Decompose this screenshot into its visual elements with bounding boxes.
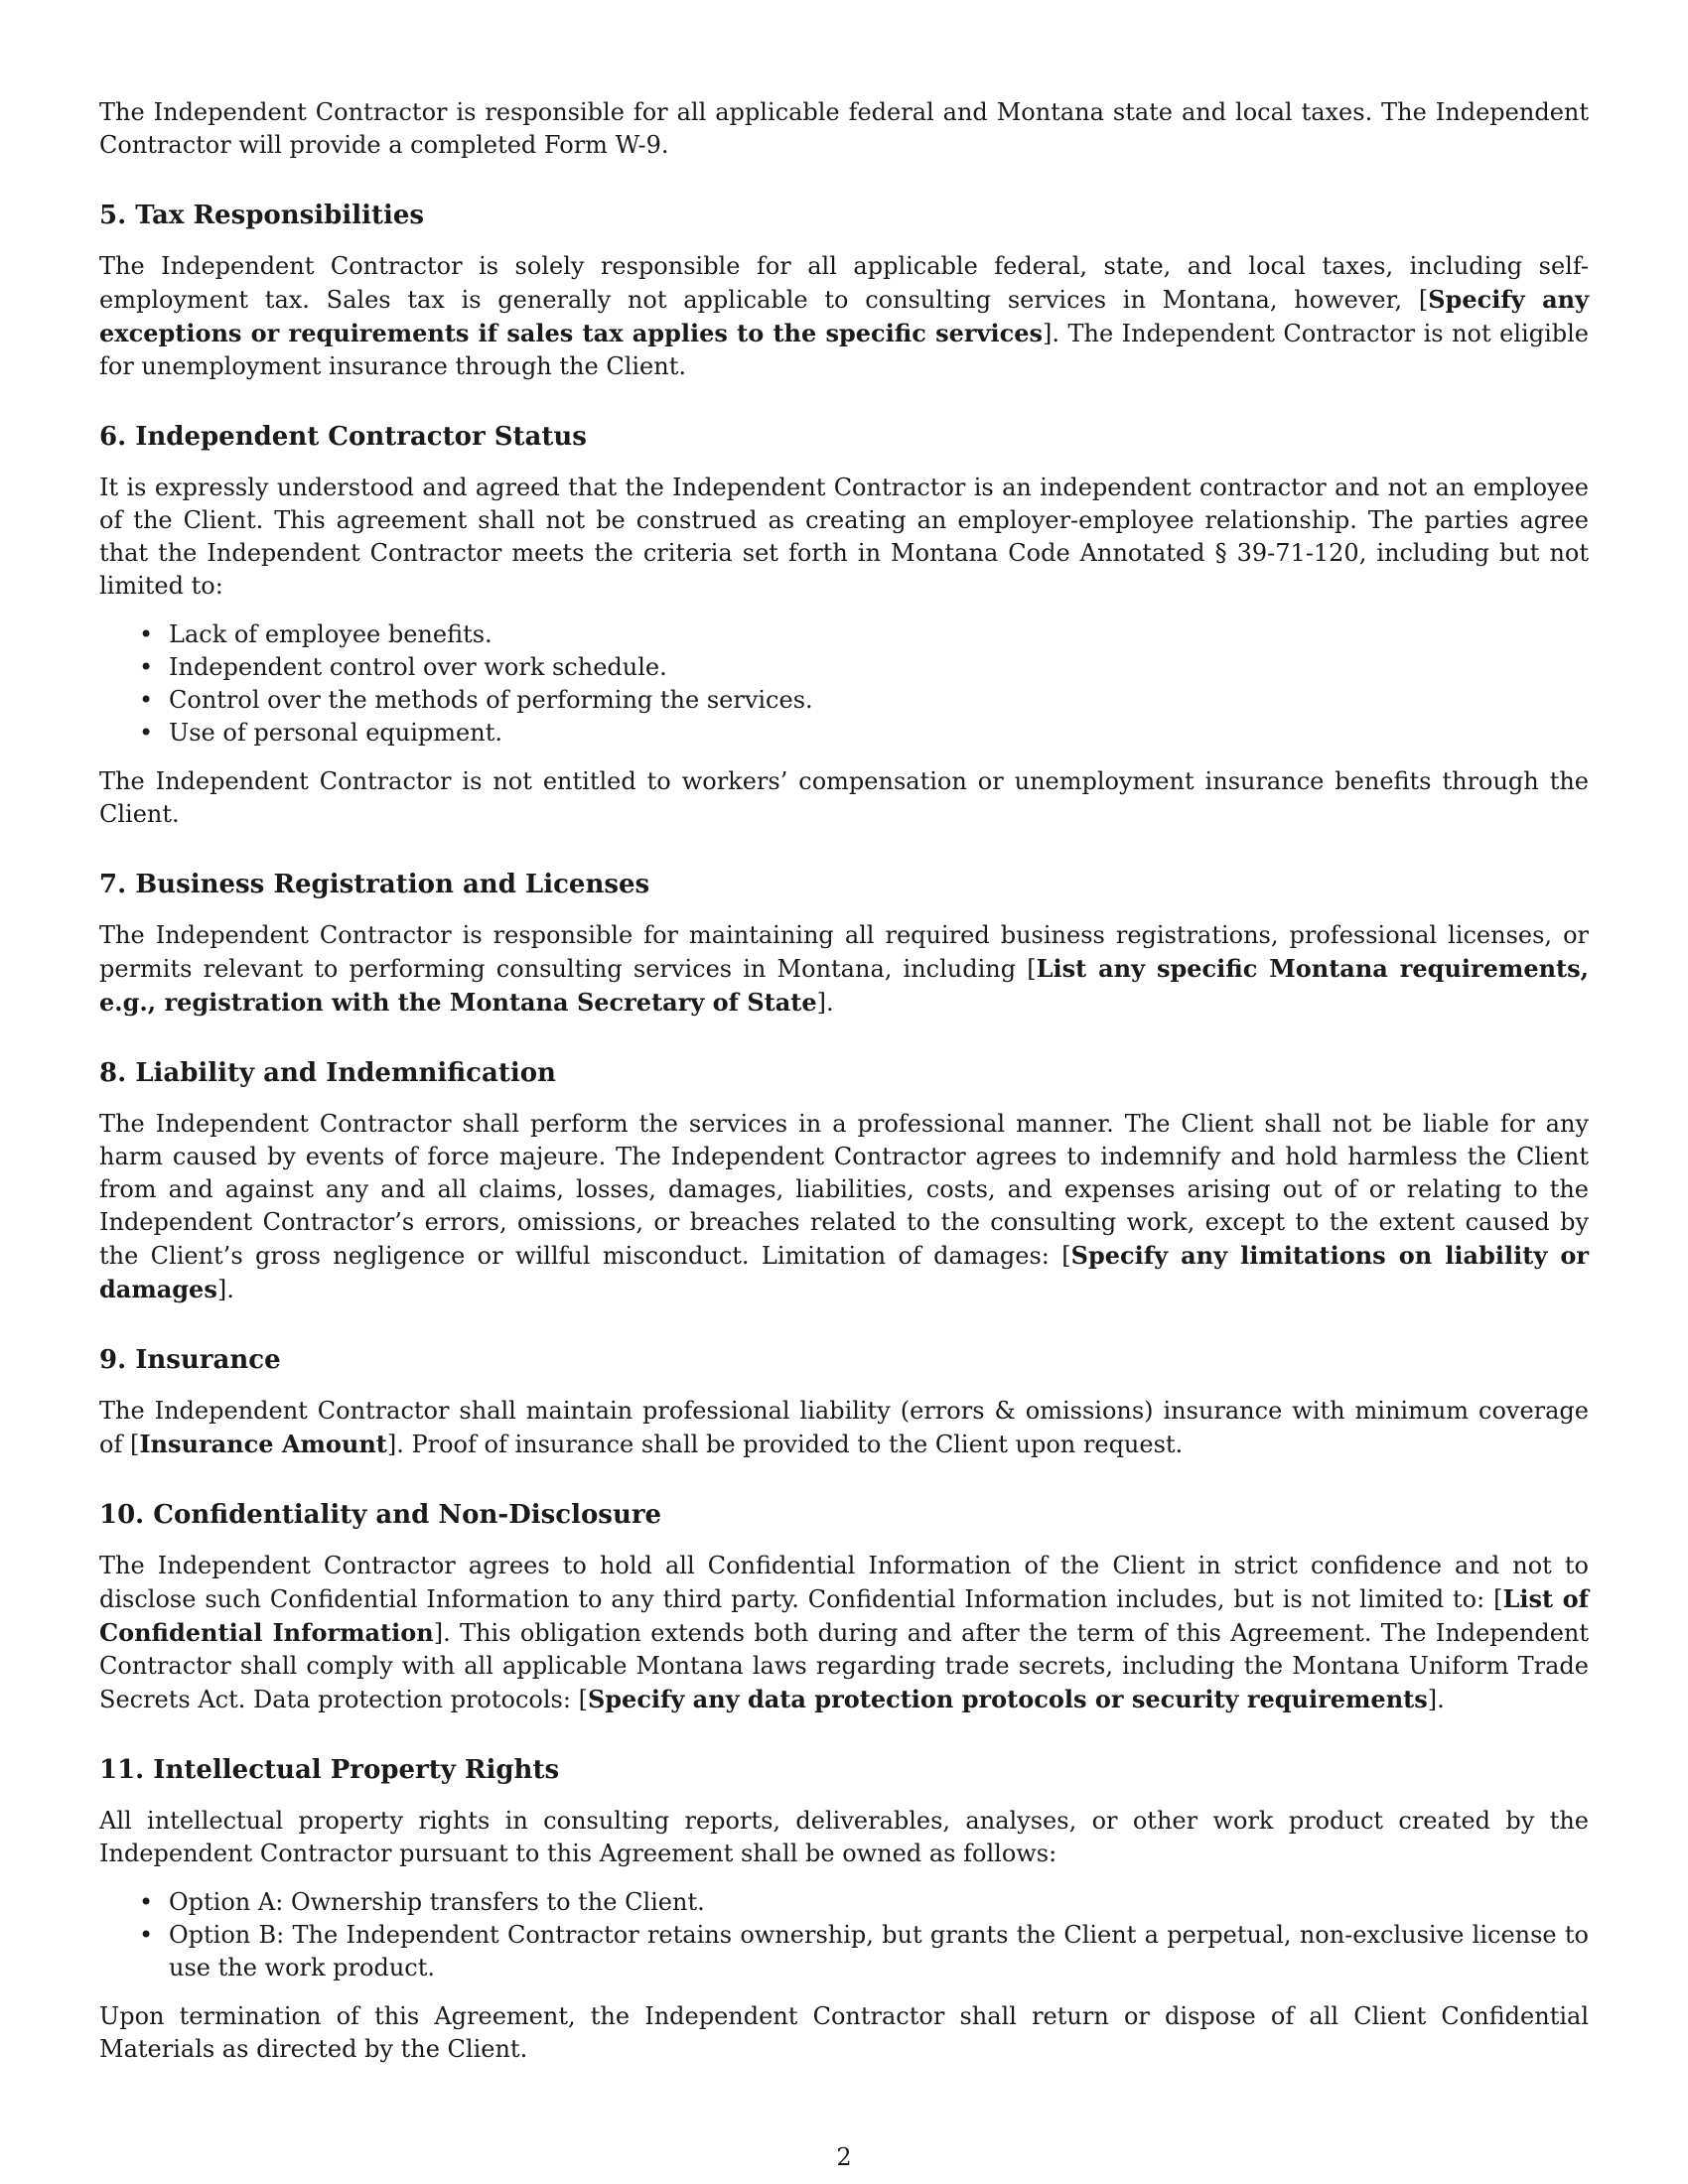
placeholder-sales-tax: Specify any exceptions or requirements if sales tax applies to the specific services bbox=[99, 285, 1590, 347]
list-item: • Option B: The Independent Contractor retains ownership, but grants the Client a perpetual, non-exclusive license to use the work product. bbox=[99, 1919, 1589, 1984]
section-7-heading: 7. Business Registration and Licenses bbox=[99, 870, 650, 899]
section-6-heading: 6. Independent Contractor Status bbox=[99, 422, 587, 452]
document-body bbox=[99, 96, 1589, 2066]
list-item: • Use of personal equipment. bbox=[99, 717, 1589, 750]
section-6-paragraph: It is expressly understood and agreed that the Independent Contractor is an independent contractor and not an employee of the Client. This agreement shall not be construed as creating an employer-employee relationship. The parties agree that the Independent Contractor meets the criteria set forth in Montana Code Annotated § 39-71-120, including but not limited to: bbox=[99, 474, 1589, 600]
section-7-paragraph: The Independent Contractor is responsible for maintaining all required business registrations, professional licenses, or permits relevant to performing consulting services in Montana, including [List any specific Montana requirements, e.g., registration with the Montana Secretary of State]. bbox=[99, 921, 1589, 1017]
section-11-heading: 11. Intellectual Property Rights bbox=[99, 1755, 560, 1785]
placeholder-confidential-info: List of Confidential Information bbox=[99, 1584, 1590, 1647]
list-item: • Control over the methods of performing the services. bbox=[99, 684, 1589, 717]
intro-paragraph: The Independent Contractor is responsible for all applicable federal and Montana state and local taxes. The Independent Contractor will provide a completed Form W-9. bbox=[99, 98, 1589, 159]
section-11-closing: Upon termination of this Agreement, the Independent Contractor shall return or dispose of all Client Confidential Materials as directed by the Client. bbox=[99, 2002, 1589, 2063]
section-8-heading: 8. Liability and Indemnification bbox=[99, 1058, 556, 1088]
placeholder-liability-limits: Specify any limitations on liability or damages bbox=[99, 1241, 1590, 1303]
list-item: • Independent control over work schedule. bbox=[99, 651, 1589, 684]
list-item: • Option A: Ownership transfers to the Client. bbox=[99, 1886, 1589, 1919]
section-11-list bbox=[99, 1886, 1589, 1984]
section-6-closing: The Independent Contractor is not entitled to workers’ compensation or unemployment insurance benefits through the Client. bbox=[99, 767, 1589, 828]
section-9-paragraph: The Independent Contractor shall maintain professional liability (errors & omissions) insurance with minimum coverage of [Insurance Amount]. Proof of insurance shall be provided to the Client upon request. bbox=[99, 1397, 1589, 1458]
section-5-heading: 5. Tax Responsibilities bbox=[99, 201, 425, 230]
section-10-heading: 10. Confidentiality and Non-Disclosure bbox=[99, 1500, 662, 1530]
page-number: 2 bbox=[836, 2143, 852, 2171]
section-11-paragraph: All intellectual property rights in consulting reports, deliverables, analyses, or other work product created by the Independent Contractor pursuant to this Agreement shall be owned as follows: bbox=[99, 1807, 1589, 1867]
placeholder-data-protection: Specify any data protection protocols or security requirements bbox=[587, 1685, 1428, 1713]
placeholder-montana-requirements: List any specific Montana requirements, e.g., registration with the Montana Secretary of State bbox=[99, 954, 1589, 1017]
section-9-heading: 9. Insurance bbox=[99, 1345, 281, 1375]
section-10-paragraph: The Independent Contractor agrees to hold all Confidential Information of the Client in strict confidence and not to disclose such Confidential Information to any third party. Confidential Information includes, but is not limited to: [List of Confidential Information]. This obligation extends both during and after the term of this Agreement. The Independent Contractor shall comply with all applicable Montana laws regarding trade secrets, including the Montana Uniform Trade Secrets Act. Data protection protocols: [Specify any data protection protocols or security requirements]. bbox=[99, 1552, 1590, 1713]
section-6-list bbox=[99, 618, 1589, 750]
section-5-paragraph: The Independent Contractor is solely responsible for all applicable federal, state, and local taxes, including self-employment tax. Sales tax is generally not applicable to consulting services in Montana, however, [Specify any exceptions or requirements if sales tax applies to the specific services]. The Independent Contractor is not eligible for unemployment insurance through the Client. bbox=[99, 252, 1590, 380]
section-8-paragraph: The Independent Contractor shall perform the services in a professional manner. The Client shall not be liable for any harm caused by events of force majeure. The Independent Contractor agrees to indemnify and hold harmless the Client from and against any and all claims, losses, damages, liabilities, costs, and expenses arising out of or relating to the Independent Contractor’s errors, omissions, or breaches related to the consulting work, except to the extent caused by the Client’s gross negligence or willful misconduct. Limitation of damages: [Specify any limitations on liability or damages]. bbox=[99, 1110, 1590, 1303]
list-item: • Lack of employee benefits. bbox=[99, 618, 1589, 651]
placeholder-insurance-amount: Insurance Amount bbox=[139, 1430, 387, 1458]
